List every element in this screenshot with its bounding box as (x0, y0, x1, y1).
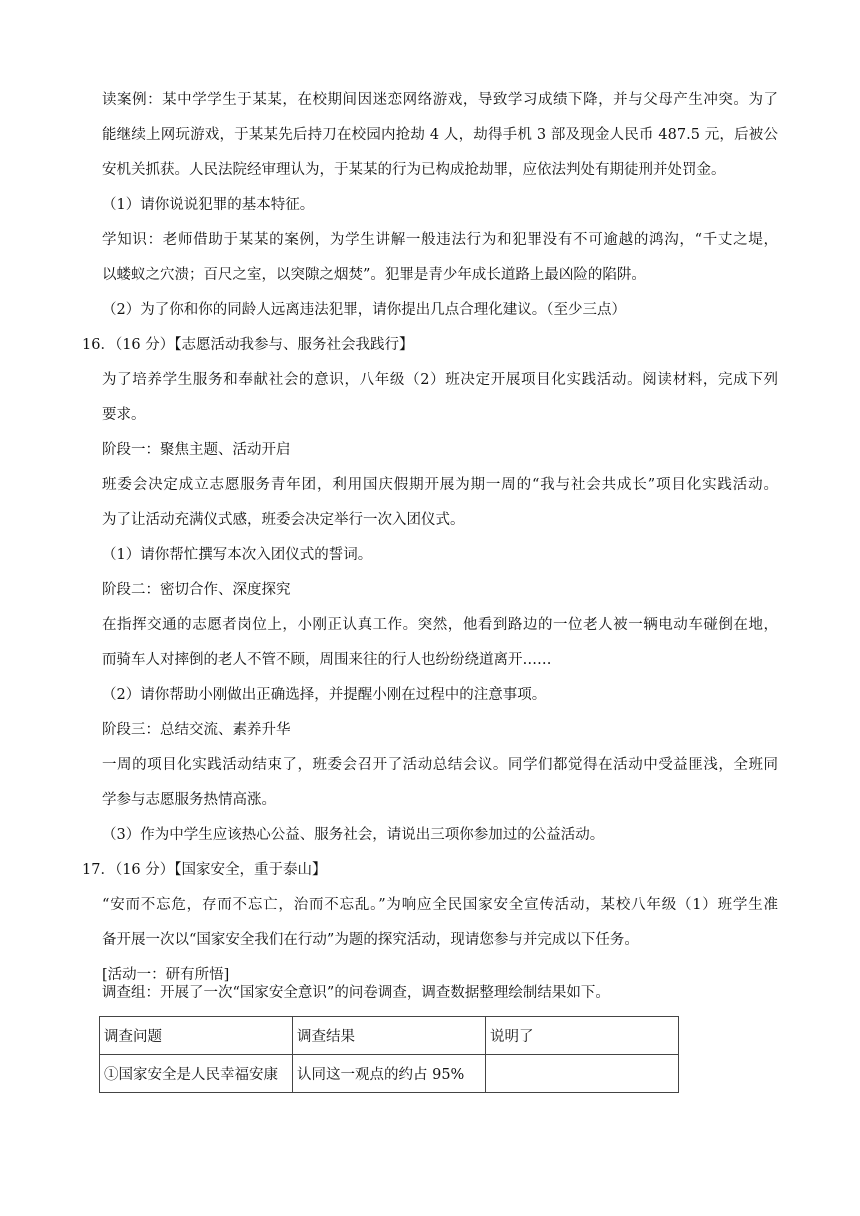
header-explains: 说明了 (486, 1017, 679, 1055)
q16-stage-1-title: 阶段一：聚焦主题、活动开启 (102, 442, 291, 458)
q16-stage-3-line-2: 学参与志愿服务热情高涨。 (102, 792, 276, 808)
q17-activity-1-title: [活动一：研有所悟] (102, 967, 230, 983)
question-16-2: （2）请你帮助小刚做出正确选择，并提醒小刚在过程中的注意事项。 (102, 687, 547, 703)
header-question: 调查问题 (100, 1017, 293, 1055)
q16-intro-line-2: 要求。 (102, 407, 146, 423)
case-text-line-2: 能继续上网玩游戏，于某某先后持刀在校园内抢劫 4 人，劫得手机 3 部及现金人民币 487.5 元，后被公 (102, 127, 778, 143)
question-15-1: （1）请你说说犯罪的基本特征。 (102, 197, 315, 213)
question-16-heading: 16．（16 分）【志愿活动我参与、服务社会我践行】 (82, 337, 414, 353)
table-row (100, 1055, 679, 1093)
knowledge-text-line-2: 以蝼蚁之穴溃；百尺之室，以突隙之烟焚”。犯罪是青少年成长道路上最凶险的陷阱。 (102, 267, 646, 283)
knowledge-text-line-1: 学知识：老师借助于某某的案例，为学生讲解一般违法行为和犯罪没有不可逾越的鸿沟，“千丈之堤， (102, 232, 778, 248)
q17-survey-intro: 调查组：开展了一次“国家安全意识”的问卷调查，调查数据整理绘制结果如下。 (102, 985, 610, 1001)
question-16-1: （1）请你帮忙撰写本次入团仪式的誓词。 (102, 547, 373, 563)
q16-stage-2-line-1: 在指挥交通的志愿者岗位上，小刚正认真工作。突然，他看到路边的一位老人被一辆电动车碰倒在地， (102, 617, 778, 633)
cell-result: 认同这一观点的约占 95% (293, 1055, 486, 1093)
question-17-heading: 17．（16 分）【国家安全，重于泰山】 (82, 862, 327, 878)
case-text-line-3: 安机关抓获。人民法院经审理认为，于某某的行为已构成抢劫罪，应依法判处有期徒刑并处罚金。 (102, 162, 726, 178)
case-text-line-1: 读案例：某中学学生于某某，在校期间因迷恋网络游戏，导致学习成绩下降，并与父母产生冲突。为了 (102, 92, 778, 108)
cell-question: ①国家安全是人民幸福安康 (100, 1055, 293, 1093)
q17-intro-line-2: 备开展一次以“国家安全我们在行动”为题的探究活动，现请您参与并完成以下任务。 (102, 932, 639, 948)
q16-stage-1-line-2: 为了让活动充满仪式感，班委会决定举行一次入团仪式。 (102, 512, 465, 528)
q16-intro-line-1: 为了培养学生服务和奉献社会的意识，八年级（2）班决定开展项目化实践活动。阅读材料，完成下列 (102, 372, 778, 388)
q16-stage-2-line-2: 而骑车人对摔倒的老人不管不顾，周围来往的行人也纷纷绕道离开…… (102, 652, 552, 668)
q16-stage-1-line-1: 班委会决定成立志愿服务青年团，利用国庆假期开展为期一周的“我与社会共成长”项目化实践活动。 (102, 477, 778, 493)
q16-stage-2-title: 阶段二：密切合作、深度探究 (102, 582, 291, 598)
table-header-row (100, 1017, 679, 1055)
cell-explains[interactable] (486, 1055, 679, 1093)
header-result: 调查结果 (293, 1017, 486, 1055)
q17-intro-line-1: “安而不忘危，存而不忘亡，治而不忘乱。”为响应全民国家安全宣传活动，某校八年级（1）班学生准 (102, 897, 778, 913)
question-15-2: （2）为了你和你的同龄人远离违法犯罪，请你提出几点合理化建议。（至少三点） (102, 302, 626, 318)
survey-table (99, 1016, 679, 1093)
question-16-3: （3）作为中学生应该热心公益、服务社会，请说出三项你参加过的公益活动。 (102, 827, 605, 843)
q16-stage-3-line-1: 一周的项目化实践活动结束了，班委会召开了活动总结会议。同学们都觉得在活动中受益匪浅，全班同 (102, 757, 778, 773)
q16-stage-3-title: 阶段三：总结交流、素养升华 (102, 722, 291, 738)
